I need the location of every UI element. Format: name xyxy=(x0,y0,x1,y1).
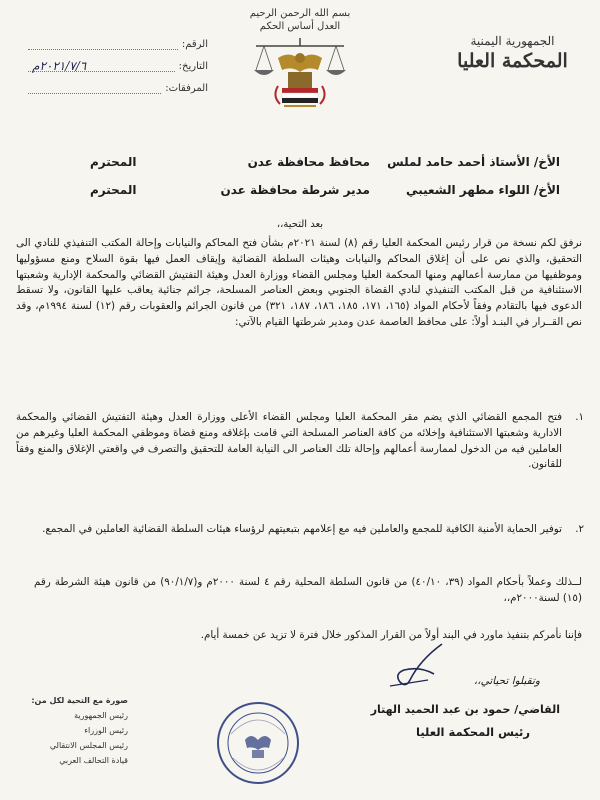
reference-fields xyxy=(28,38,208,104)
decision-item-2 xyxy=(16,522,582,538)
motto-text: العدل أساس الحكم xyxy=(259,21,341,32)
signatory-name: القاضي/ حمود بن عبد الحميد الهتار xyxy=(370,703,560,716)
addressee-position: محافظ محافظة عدن xyxy=(247,155,370,169)
official-stamp-icon xyxy=(215,700,301,786)
country-name: الجمهورية اليمنية xyxy=(470,34,555,48)
letterhead-emblem-block xyxy=(232,8,368,112)
cc-recipient: رئيس المجلس الانتقالي xyxy=(49,741,128,750)
addressee-name: الأخ/ اللواء مطهر الشعيبي xyxy=(406,183,560,197)
body-paragraph-1: نرفق لكم نسخة من قرار رئيس المحكمة العليا رقم (٨) لسنة ٢٠٢١م بشأن فتح المحاكم والنيابات وإحالة المكتب التنفيذي للنادي الى التحقيق، والذي نص على أن إغلاق المحاكم والنيابات وهيئات السلطة القضائية وإيقاف العمل فيها بقوة السلاح ومنع مسؤوليها وموظفيها من ممارسة أعمالهم ومنها المحكمة العليا ومجلس القضاء ووزارة العدل وهيئة التفتيش القضائي والمحكمة الإدارية وشعبتها الاستئنافية من قبل المكتب التنفيذي لنادي القضاة الجنوبي وبعض العناصر المسلحة، جرائم جنائية يعاقب عليها القانون، ولا تسقط الدعوى فيها بالتقادم وفقاً لأحكام المواد (١٦٥، ١٧١، ١٨٥، ١٨٦، ١٨٧، ٣٢١) من قانون الجرائم والعقوبات رقم (١٢) لسنة ١٩٩٤م، وقد نص القــرار في البنـد أولاً: على محافظ العاصمة عدن ومدير شرطتها القيام بالآتي: xyxy=(16,237,582,328)
addressee-name: الأخ/ الأستاذ أحمد حامد لملس xyxy=(387,155,560,169)
ref-number-field xyxy=(28,38,208,50)
addressee-honorific: المحترم xyxy=(90,155,137,169)
ref-number-label: الرقم: xyxy=(181,39,208,50)
cc-heading: صورة مع التحية لكل من: xyxy=(31,696,128,705)
yemen-eagle-emblem-icon xyxy=(250,36,350,112)
item-text: فتح المجمع القضائي الذي يضم مقر المحكمة العليا ومجلس القضاء الأعلى ووزارة العدل وهيئة التفتيش القضائي والمحكمة الادارية وشعبتها الاستئنافية وإخلائه من كافة العناصر المسلحة التي قامت بإغلاقه ومنع قضاة وموظفي المحكمة العليا وغيرهم من العاملين فيه من الدخول لممارسة أعمالهم وإحالة تلك العناصر الى النيابة العامة للتحقيق والتصرف في واقعتي الإغلاق والمنع وفقاً للقانون. xyxy=(16,411,562,471)
body-paragraph-4: فإننا نأمركم بتنفيذ ماورد في البند أولاً من القرار المذكور خلال فترة لا تزيد عن خمسة أيام. xyxy=(200,629,582,641)
date-label: التاريخ: xyxy=(178,61,208,72)
cc-recipient: رئيس الجمهورية xyxy=(74,711,128,720)
item-number: ١. xyxy=(575,411,584,423)
greeting-line: بعد التحية،، xyxy=(276,219,324,230)
institution-name: المحكمة العليا xyxy=(457,50,568,72)
decision-item-1 xyxy=(16,410,582,473)
item-text: توفير الحماية الأمنية الكافية للمجمع والعاملين فيه مع إعلامهم بتبعيتهم لرؤساء هيئات السلطة القضائية العاملين في المجمع. xyxy=(42,523,562,535)
cc-recipient: قيادة التحالف العربي xyxy=(59,756,128,765)
item-number: ٢. xyxy=(575,523,584,535)
addressee-honorific: المحترم xyxy=(90,183,137,197)
attachments-label: المرفقات: xyxy=(165,83,208,94)
letterhead-institution xyxy=(455,34,570,72)
cc-recipient: رئيس الوزراء xyxy=(84,726,128,735)
closing-line: وتقبلوا تحياتي،، xyxy=(473,675,540,687)
handwritten-signature-icon xyxy=(380,640,450,690)
attachments-field xyxy=(28,82,208,94)
carbon-copy-list xyxy=(18,693,128,768)
body-paragraph-3: لــذلك وعملاً بأحكام المواد (٣٩، ٤٠/١٠) من قانون السلطة المحلية رقم ٤ لسنة ٢٠٠٠م و(٩٠/١/٧) من قانون هيئة الشرطة رقم (١٥) لسنة٢٠٠٠م،، xyxy=(34,576,583,604)
date-field xyxy=(28,60,208,72)
date-value: ٢٠٢١/٧/٦م xyxy=(32,59,87,73)
signatory-title: رئيس المحكمة العليا xyxy=(416,725,530,739)
addressee-position: مدير شرطة محافظة عدن xyxy=(220,183,370,197)
bismillah-text: بسم الله الرحمن الرحيم xyxy=(249,8,351,19)
